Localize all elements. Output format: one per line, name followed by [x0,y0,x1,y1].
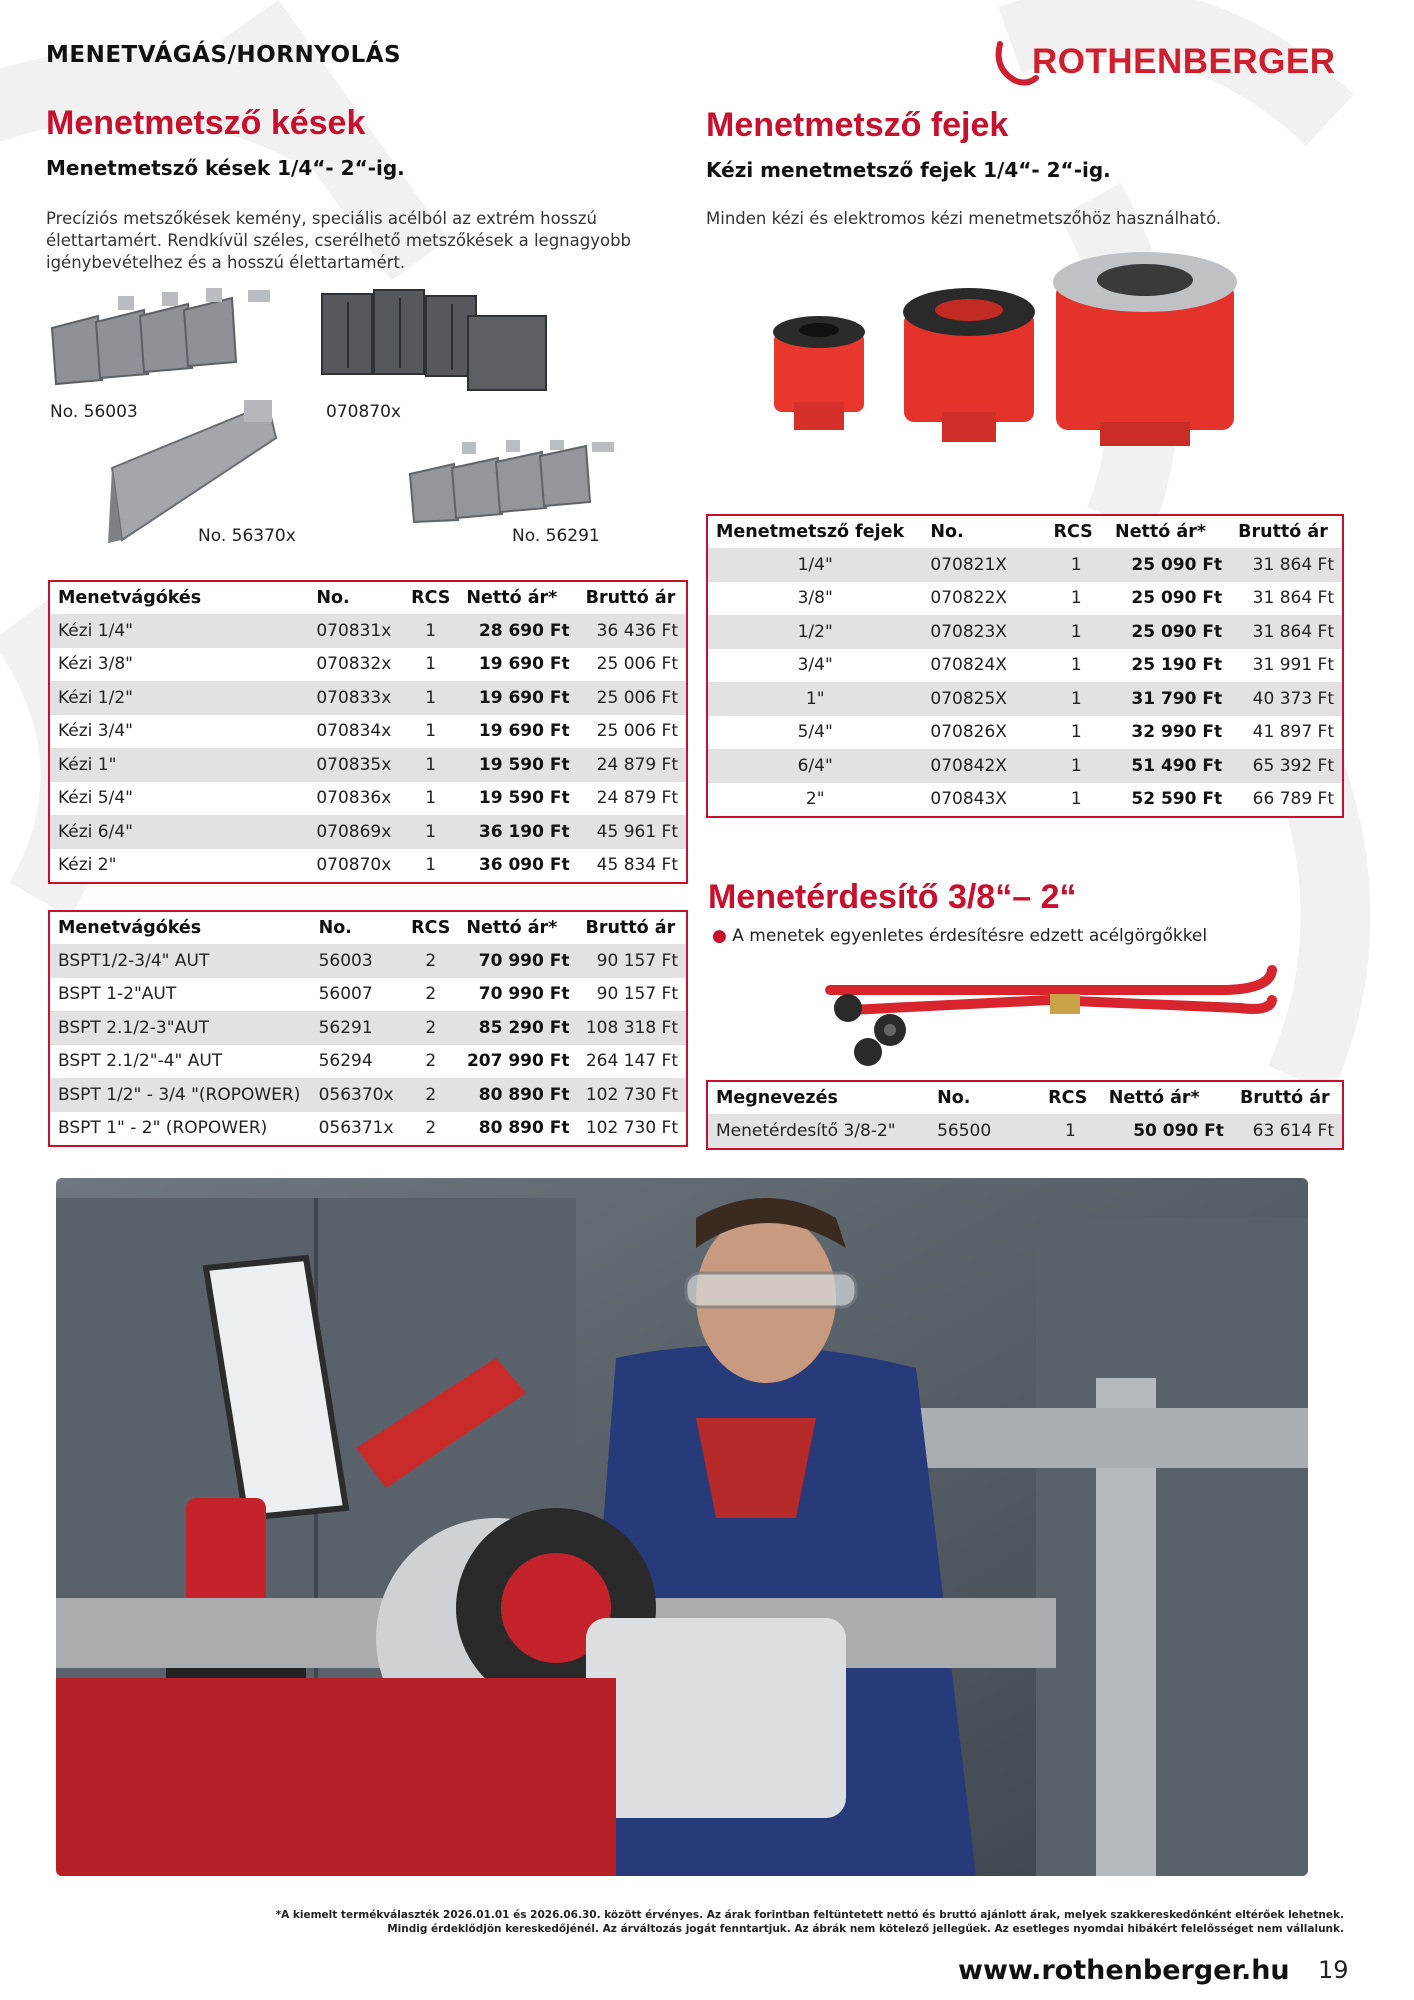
net-price-cell: 51 490 Ft [1107,749,1230,783]
product-name-cell: BSPT 1/2" - 3/4 "(ROPOWER) [49,1078,311,1112]
column-header: Nettó ár* [466,588,558,608]
item-number-cell: 56291 [311,1011,404,1045]
description-line: igénybevételhez és a hosszú élettartamért. [46,253,406,272]
table-row [49,815,687,849]
item-number-cell: 056371x [318,1118,394,1139]
item-number-cell: 070822X [930,588,1007,609]
product-name-cell: BSPT1/2-3/4" AUT [49,944,311,978]
net-price-cell: 19 590 Ft [478,788,570,809]
gross-price-cell: 40 373 Ft [1230,682,1343,716]
quantity-cell: 2 [403,1011,458,1045]
table-row [49,1045,687,1079]
quantity-cell: 2 [403,1078,458,1112]
item-number-cell: 070836x [316,788,392,809]
footnote-line: *A kiemelt termékválaszték 2026.01.01 és 2026.06.30. között érvényes. Az árak forintban feltüntetett nettó és bruttó ajánlott árak, melyek szakkereskedőnként eltérőek lehetnek. [275,1909,1344,1921]
die-heads-price-table [706,514,1344,818]
die-set-070870x-image [318,282,558,402]
table-row [707,649,1343,683]
item-number-cell: 070869x [308,815,403,849]
item-number-cell: 070842X [922,749,1045,783]
column-header: RCS [411,918,451,938]
table-row [49,1011,687,1045]
gross-price-cell: 63 614 Ft [1232,1114,1343,1149]
product-name-cell: 5/4" [797,722,833,743]
table-row [707,615,1343,649]
table-row [707,548,1343,582]
column-header: No. [316,588,350,608]
bullet-icon: ● [712,926,733,946]
item-number-cell: 070834x [316,721,392,742]
column-header: Bruttó ár [585,918,676,938]
quantity-cell: 1 [403,614,458,648]
table-row [707,783,1343,818]
thread-roller-tool-image [820,960,1280,1070]
heads-subtitle: Kézi menetmetsző fejek 1/4“- 2“-ig. [706,158,1111,182]
heads-title: Menetmetsző fejek [706,106,1009,144]
product-name-cell: Kézi 2" [58,855,117,876]
quantity-cell: 1 [1046,749,1108,783]
caption-070870x: 070870x [326,402,401,422]
workshop-photo [56,1178,1308,1876]
roller-bullet [712,926,1207,946]
net-price-cell: 19 690 Ft [478,721,570,742]
quantity-cell: 1 [1046,548,1108,582]
table-header-row [707,1081,1343,1114]
table-row [707,749,1343,783]
product-name-cell: 2" [805,789,825,810]
product-name-cell: Kézi 1/4" [49,614,308,648]
quantity-cell: 1 [425,721,437,742]
net-price-cell: 70 990 Ft [458,944,577,978]
column-header: Menetvágókés [58,588,202,608]
table-row [707,682,1343,716]
gross-price-cell: 36 436 Ft [578,614,687,648]
net-price-cell: 80 890 Ft [458,1078,577,1112]
item-number-cell: 070843X [930,789,1007,810]
section-tag: MENETVÁGÁS/HORNYOLÁS [46,42,402,68]
item-number-cell: 56294 [318,1051,373,1072]
website-link[interactable]: www.rothenberger.hu [958,1955,1290,1986]
quantity-cell: 1 [1046,615,1108,649]
product-name-cell: 3/4" [797,655,833,676]
gross-price-cell: 45 961 Ft [578,815,687,849]
net-price-cell: 25 090 Ft [1107,615,1230,649]
product-name-cell: 3/8" [797,588,833,609]
gross-price-cell: 90 157 Ft [596,984,678,1005]
item-number-cell: 070833x [308,681,403,715]
gross-price-cell: 102 730 Ft [578,1078,688,1112]
item-number-cell: 056370x [311,1078,404,1112]
net-price-cell: 19 690 Ft [478,654,570,675]
column-header: No. [937,1088,971,1108]
product-name-cell: Kézi 1" [49,748,308,782]
net-price-cell: 70 990 Ft [478,984,570,1005]
table-row [49,1078,687,1112]
table-row [49,648,687,682]
column-header: RCS [411,588,451,608]
gross-price-cell: 102 730 Ft [585,1118,678,1139]
column-header: Nettó ár* [466,918,558,938]
net-price-cell: 52 590 Ft [1131,789,1223,810]
item-number-cell: 56500 [929,1114,1040,1149]
quantity-cell: 1 [425,855,437,876]
gross-price-cell: 45 834 Ft [596,855,678,876]
knives-description [46,208,646,274]
quantity-cell: 1 [1040,1114,1101,1149]
column-header: RCS [1053,522,1093,542]
table-header-row [49,581,687,614]
table-row [707,716,1343,750]
product-name-cell: 1/2" [707,615,922,649]
product-name-cell: BSPT 1-2"AUT [58,984,177,1005]
quantity-cell: 2 [425,984,437,1005]
table-row [707,1114,1343,1149]
item-number-cell: 070824X [930,655,1007,676]
product-name-cell: Kézi 1/2" [49,681,308,715]
quantity-cell: 1 [1070,655,1082,676]
heads-description: Minden kézi és elektromos kézi menetmetszőhöz használható. [706,209,1222,228]
table-row [49,782,687,816]
knives-subtitle: Menetmetsző kések 1/4“- 2“-ig. [46,156,405,180]
item-number-cell: 070835x [308,748,403,782]
gross-price-cell: 41 897 Ft [1252,722,1334,743]
net-price-cell: 36 090 Ft [478,855,570,876]
table-row [49,978,687,1012]
quantity-cell: 2 [425,1051,437,1072]
quantity-cell: 1 [1070,789,1082,810]
product-name-cell: 1" [707,682,922,716]
product-name-cell: 1/4" [707,548,922,582]
gross-price-cell: 31 864 Ft [1230,548,1343,582]
table-row [49,681,687,715]
footnote-line: Mindig érdeklődjön kereskedőjénél. Az árváltozás jogát fenntartjuk. Az ábrák nem kötelező jellegűek. Az esetleges nyomdai hibákért felelősséget nem vállalunk. [387,1923,1344,1935]
caption-56370x: No. 56370x [198,526,296,546]
item-number-cell: 070823X [922,615,1045,649]
caption-56003: No. 56003 [50,402,138,422]
roller-bullet-text: A menetek egyenletes érdesítésre edzett acélgörgőkkel [732,926,1208,946]
gross-price-cell: 25 006 Ft [596,721,678,742]
table-row [49,748,687,782]
quantity-cell: 1 [1070,588,1082,609]
product-name-cell: BSPT 2.1/2"-4" AUT [58,1051,223,1072]
product-name-cell: 6/4" [707,749,922,783]
column-header: Nettó ár* [1108,1088,1200,1108]
column-header: Bruttó ár [1239,1088,1330,1108]
gross-price-cell: 264 147 Ft [585,1051,678,1072]
gross-price-cell: 31 991 Ft [1252,655,1334,676]
table-row [49,614,687,648]
net-price-cell: 31 790 Ft [1107,682,1230,716]
gross-price-cell: 108 318 Ft [578,1011,688,1045]
net-price-cell: 36 190 Ft [458,815,577,849]
product-name-cell: BSPT 1" - 2" (ROPOWER) [58,1118,268,1139]
gross-price-cell: 24 879 Ft [596,788,678,809]
gross-price-cell: 31 864 Ft [1230,615,1343,649]
net-price-cell: 19 590 Ft [458,748,577,782]
net-price-cell: 28 690 Ft [458,614,577,648]
roller-price-table [706,1080,1344,1150]
table-header-row [49,911,687,944]
die-heads-image [764,252,1324,452]
quantity-cell: 1 [403,815,458,849]
net-price-cell: 85 290 Ft [458,1011,577,1045]
column-header: Bruttó ár [585,588,676,608]
gross-price-cell: 66 789 Ft [1252,789,1334,810]
knives-title: Menetmetsző kések [46,104,366,142]
net-price-cell: 207 990 Ft [466,1051,570,1072]
footnote [224,1908,1344,1936]
column-header: Menetmetsző fejek [716,522,905,542]
net-price-cell: 32 990 Ft [1131,722,1223,743]
product-name-cell: Kézi 5/4" [58,788,133,809]
quantity-cell: 1 [403,748,458,782]
net-price-cell: 19 690 Ft [458,681,577,715]
quantity-cell: 1 [425,654,437,675]
product-name-cell: Kézi 6/4" [49,815,308,849]
description-line: élettartamért. Rendkívül széles, cserélhető metszőkések a legnagyobb [46,231,632,250]
net-price-cell: 25 190 Ft [1131,655,1223,676]
gross-price-cell: 31 864 Ft [1252,588,1334,609]
gross-price-cell: 24 879 Ft [578,748,687,782]
table-row [49,849,687,884]
net-price-cell: 80 890 Ft [478,1118,570,1139]
table-row [49,715,687,749]
brand-name: ROTHENBERGER [1032,42,1336,81]
quantity-cell: 1 [425,788,437,809]
brand-logo [992,38,1342,86]
column-header: Menetvágókés [58,918,202,938]
column-header: Megnevezés [716,1088,838,1108]
item-number-cell: 070870x [316,855,392,876]
product-name-cell: Kézi 3/4" [58,721,133,742]
chaser-set-56003-image [48,288,286,388]
product-name-cell: Menetérdesítő 3/8-2" [707,1114,929,1149]
item-number-cell: 070831x [308,614,403,648]
table-row [707,582,1343,616]
page-number: 19 [1318,1956,1349,1984]
caption-56291: No. 56291 [512,526,600,546]
net-price-cell: 25 090 Ft [1107,548,1230,582]
chaser-set-56291-image [406,440,624,524]
gross-price-cell: 25 006 Ft [596,654,678,675]
table-row [49,944,687,978]
description-line: Precíziós metszőkések kemény, speciális acélból az extrém hosszú [46,209,598,228]
knives-price-table [48,580,688,884]
table-row [49,1112,687,1147]
column-header: No. [930,522,964,542]
bspt-price-table [48,910,688,1147]
gross-price-cell: 65 392 Ft [1230,749,1343,783]
item-number-cell: 070821X [922,548,1045,582]
column-header: RCS [1048,1088,1088,1108]
quantity-cell: 1 [403,681,458,715]
item-number-cell: 070832x [316,654,392,675]
column-header: No. [318,918,352,938]
column-header: Nettó ár* [1115,522,1206,542]
item-number-cell: 56007 [318,984,373,1005]
net-price-cell: 50 090 Ft [1101,1114,1232,1149]
gross-price-cell: 90 157 Ft [578,944,688,978]
item-number-cell: 070825X [922,682,1045,716]
quantity-cell: 1 [1070,722,1082,743]
item-number-cell: 070826X [930,722,1007,743]
quantity-cell: 1 [1046,682,1108,716]
item-number-cell: 56003 [311,944,404,978]
product-name-cell: Kézi 3/8" [58,654,133,675]
quantity-cell: 2 [403,944,458,978]
gross-price-cell: 25 006 Ft [578,681,687,715]
net-price-cell: 25 090 Ft [1131,588,1223,609]
product-name-cell: BSPT 2.1/2-3"AUT [49,1011,311,1045]
roller-title: Menetérdesítő 3/8“– 2“ [708,878,1077,916]
column-header: Bruttó ár [1238,522,1328,542]
table-header-row [707,515,1343,548]
quantity-cell: 2 [425,1118,437,1139]
